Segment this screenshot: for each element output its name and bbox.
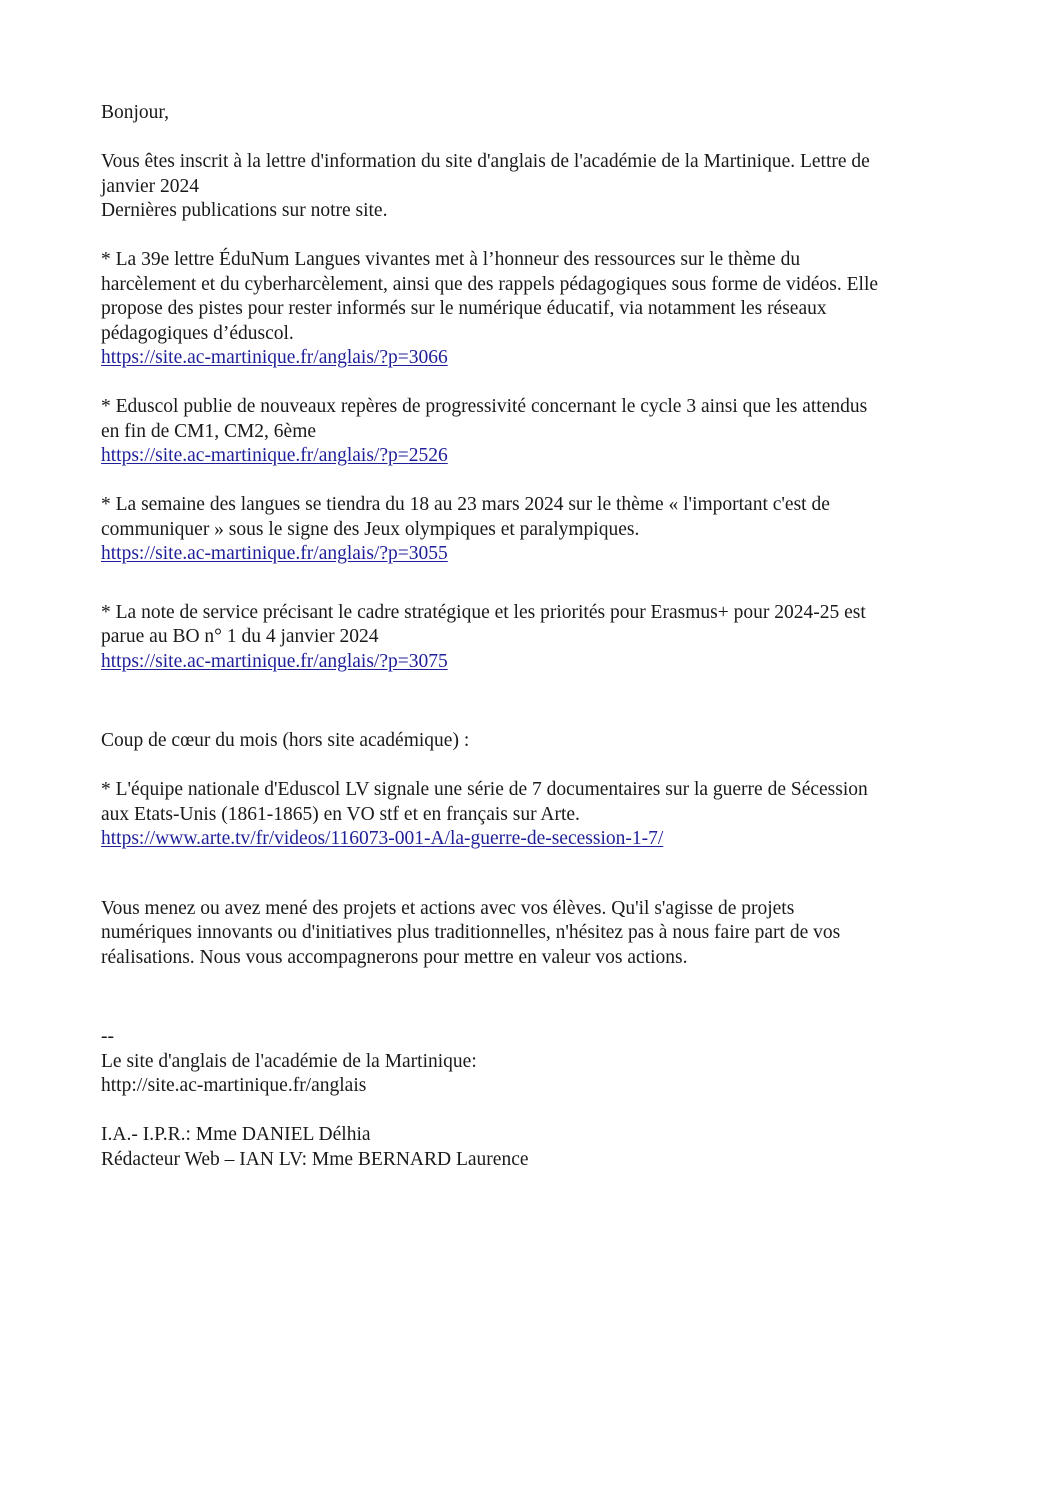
signature-site-name: Le site d'anglais de l'académie de la Martinique:: [101, 1050, 477, 1072]
publication-item: [101, 601, 961, 675]
item-link[interactable]: https://site.ac-martinique.fr/anglais/?p=3075: [101, 650, 448, 672]
item-text-line: propose des pistes pour rester informés sur le numérique éducatif, via notamment les réseaux: [101, 298, 827, 319]
publication-item: [101, 493, 961, 567]
signature-site-url: http://site.ac-martinique.fr/anglais: [101, 1075, 367, 1096]
signature-editor: Rédacteur Web – IAN LV: Mme BERNARD Laurence: [101, 1148, 529, 1170]
spacer: [101, 371, 961, 396]
intro-paragraph: [101, 150, 961, 224]
greeting: Bonjour,: [101, 102, 170, 123]
item-text-line: * Eduscol publie de nouveaux repères de progressivité concernant le cycle 3 ainsi que les attendus: [101, 396, 868, 417]
favorite-text-line: aux Etats-Unis (1861-1865) en VO stf et en français sur Arte.: [101, 803, 580, 825]
item-text-line: parue au BO n° 1 du 4 janvier 2024: [101, 626, 379, 647]
projects-paragraph: [101, 897, 961, 971]
favorite-text-line: * L'équipe nationale d'Eduscol LV signale une série de 7 documentaires sur la guerre de Sécession: [101, 779, 868, 800]
item-text-line: harcèlement et du cyberharcèlement, ainsi que des rappels pédagogiques sous forme de vidéos. Elle: [101, 273, 879, 295]
publication-item: [101, 395, 961, 469]
projects-line: Vous menez ou avez mené des projets et actions avec vos élèves. Qu'il s'agisse de projets: [101, 897, 795, 919]
item-text-line: * La note de service précisant le cadre stratégique et les priorités pour Erasmus+ pour 2024-25 est: [101, 601, 866, 623]
spacer: [101, 469, 961, 494]
favorite-heading: Coup de cœur du mois (hors site académique) :: [101, 730, 470, 751]
item-text-line: * La semaine des langues se tiendra du 18 au 23 mars 2024 sur le thème « l'important c'est de: [101, 494, 830, 515]
spacer: [101, 852, 961, 897]
item-text-line: * La 39e lettre ÉduNum Langues vivantes met à l’honneur des ressources sur le thème du: [101, 249, 801, 270]
email-body: [101, 101, 961, 1172]
item-link[interactable]: https://site.ac-martinique.fr/anglais/?p=2526: [101, 445, 448, 466]
spacer: [101, 567, 961, 601]
signature-inspector: I.A.- I.P.R.: Mme DANIEL Délhia: [101, 1124, 371, 1145]
projects-line: réalisations. Nous vous accompagnerons pour mettre en valeur vos actions.: [101, 946, 688, 968]
favorite-link[interactable]: https://www.arte.tv/fr/videos/116073-001-A/la-guerre-de-secession-1-7/: [101, 828, 664, 849]
signature-separator: --: [101, 1026, 114, 1047]
spacer: [101, 126, 961, 151]
intro-line: Vous êtes inscrit à la lettre d'information du site d'anglais de l'académie de la Martinique. Lettre de: [101, 151, 870, 172]
projects-line: numériques innovants ou d'initiatives plus traditionnelles, n'hésitez pas à nous faire part de vos: [101, 922, 841, 943]
spacer: [101, 754, 961, 779]
favorite-section: [101, 729, 961, 852]
signature: [101, 1025, 961, 1172]
item-text-line: pédagogiques d’éduscol.: [101, 322, 294, 344]
spacer: [101, 224, 961, 249]
publication-item: [101, 248, 961, 371]
intro-line: janvier 2024: [101, 175, 200, 197]
intro-line: Dernières publications sur notre site.: [101, 200, 388, 221]
spacer: [101, 1099, 961, 1124]
item-link[interactable]: https://site.ac-martinique.fr/anglais/?p=3055: [101, 543, 448, 564]
item-link[interactable]: https://site.ac-martinique.fr/anglais/?p=3066: [101, 347, 448, 368]
item-text-line: en fin de CM1, CM2, 6ème: [101, 420, 317, 442]
spacer: [101, 674, 961, 729]
item-text-line: communiquer » sous le signe des Jeux olympiques et paralympiques.: [101, 518, 640, 540]
spacer: [101, 970, 961, 1025]
